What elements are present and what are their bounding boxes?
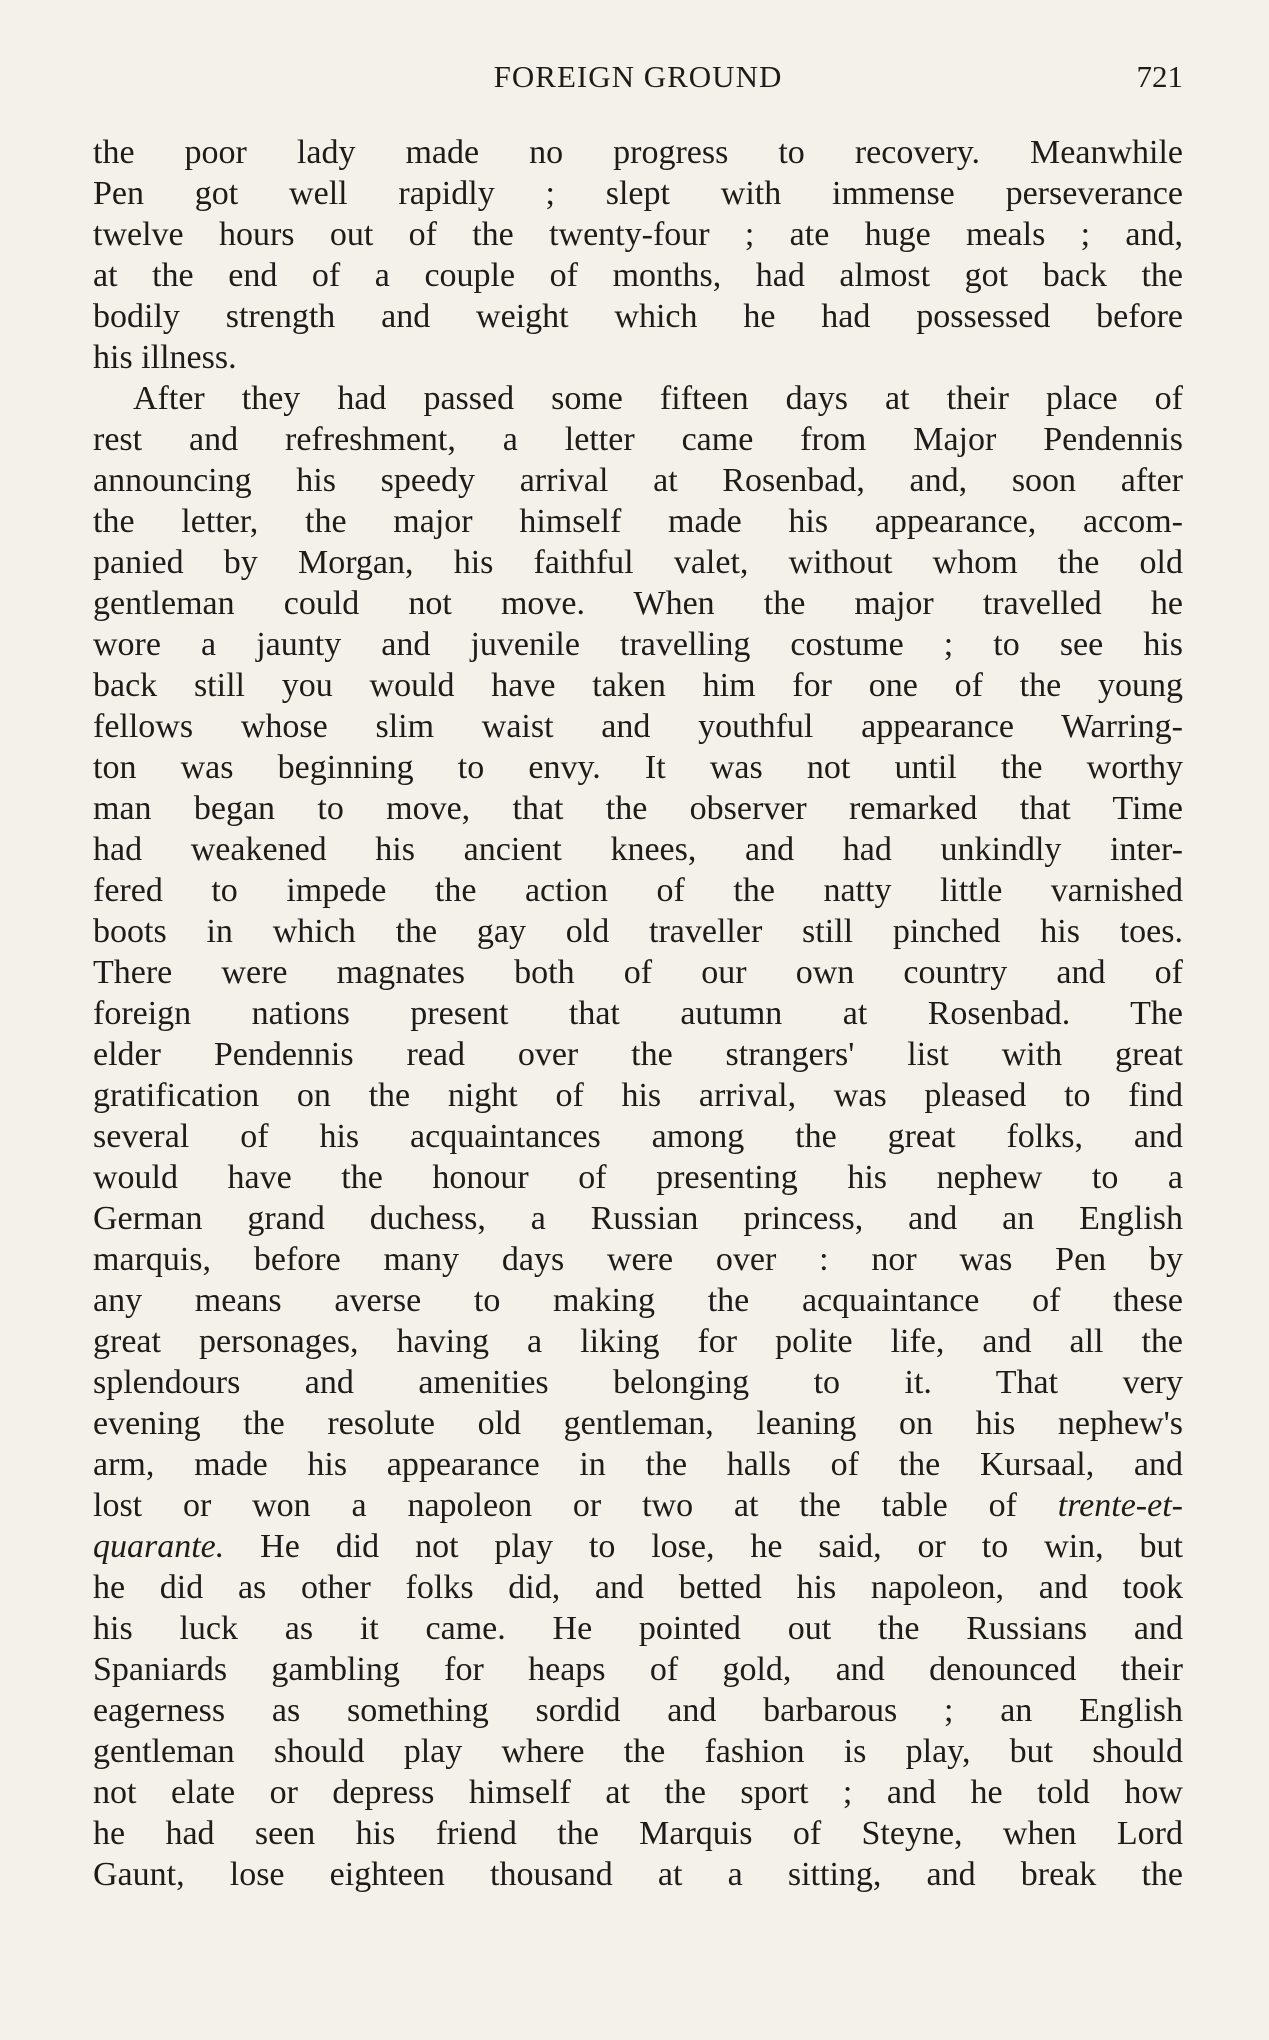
running-title: FOREIGN GROUND bbox=[493, 59, 783, 94]
text-line: bodily strength and weight which he had possessed before bbox=[93, 298, 1183, 335]
text-line: not elate or depress himself at the sport ; and he told how bbox=[93, 1774, 1183, 1811]
text-line: several of his acquaintances among the great folks, and bbox=[93, 1118, 1183, 1155]
text-line: There were magnates both of our own country and of bbox=[93, 954, 1183, 991]
text-line: had weakened his ancient knees, and had unkindly inter- bbox=[93, 831, 1183, 868]
text-line: the poor lady made no progress to recovery. Meanwhile bbox=[93, 134, 1183, 171]
text-line: man began to move, that the observer remarked that Time bbox=[93, 790, 1183, 827]
text-line: After they had passed some fifteen days at their place of bbox=[133, 380, 1183, 417]
text-line: at the end of a couple of months, had almost got back the bbox=[93, 257, 1183, 294]
text-line: his illness. bbox=[93, 339, 237, 376]
text-line: he did as other folks did, and betted his napoleon, and took bbox=[93, 1569, 1183, 1606]
text-line: rest and refreshment, a letter came from Major Pendennis bbox=[93, 421, 1183, 458]
text-line: wore a jaunty and juvenile travelling costume ; to see his bbox=[93, 626, 1183, 663]
text-line: panied by Morgan, his faithful valet, without whom the old bbox=[93, 544, 1183, 581]
text-line: announcing his speedy arrival at Rosenbad, and, soon after bbox=[93, 462, 1183, 499]
text-line: his luck as it came. He pointed out the Russians and bbox=[93, 1610, 1183, 1647]
text-line: lost or won a napoleon or two at the table of trente-et- bbox=[93, 1487, 1183, 1524]
text-line: boots in which the gay old traveller still pinched his toes. bbox=[93, 913, 1183, 950]
text-line: arm, made his appearance in the halls of the Kursaal, and bbox=[93, 1446, 1183, 1483]
text-line: quarante. He did not play to lose, he said, or to win, but bbox=[93, 1528, 1183, 1565]
text-line: any means averse to making the acquaintance of these bbox=[93, 1282, 1183, 1319]
text-line: gratification on the night of his arrival, was pleased to find bbox=[93, 1077, 1183, 1114]
text-line: the letter, the major himself made his appearance, accom- bbox=[93, 503, 1183, 540]
text-line: gentleman could not move. When the major travelled he bbox=[93, 585, 1183, 622]
text-line: elder Pendennis read over the strangers' list with great bbox=[93, 1036, 1183, 1073]
text-line: Spaniards gambling for heaps of gold, and denounced their bbox=[93, 1651, 1183, 1688]
page-number: 721 bbox=[1136, 59, 1183, 94]
text-line: Gaunt, lose eighteen thousand at a sitting, and break the bbox=[93, 1856, 1183, 1893]
text-line: splendours and amenities belonging to it. That very bbox=[93, 1364, 1183, 1401]
text-line: great personages, having a liking for polite life, and all the bbox=[93, 1323, 1183, 1360]
text-line: eagerness as something sordid and barbarous ; an English bbox=[93, 1692, 1183, 1729]
text-line: marquis, before many days were over : nor was Pen by bbox=[93, 1241, 1183, 1278]
text-line: twelve hours out of the twenty-four ; ate huge meals ; and, bbox=[93, 216, 1183, 253]
text-line: he had seen his friend the Marquis of Steyne, when Lord bbox=[93, 1815, 1183, 1852]
text-line: would have the honour of presenting his nephew to a bbox=[93, 1159, 1183, 1196]
body-text bbox=[93, 132, 1183, 1895]
running-head bbox=[93, 52, 1183, 102]
text-line: ton was beginning to envy. It was not until the worthy bbox=[93, 749, 1183, 786]
text-line: foreign nations present that autumn at Rosenbad. The bbox=[93, 995, 1183, 1032]
text-line: German grand duchess, a Russian princess, and an English bbox=[93, 1200, 1183, 1237]
text-line: evening the resolute old gentleman, leaning on his nephew's bbox=[93, 1405, 1183, 1442]
text-line: Pen got well rapidly ; slept with immense perseverance bbox=[93, 175, 1183, 212]
text-line: gentleman should play where the fashion is play, but should bbox=[93, 1733, 1183, 1770]
text-line: fellows whose slim waist and youthful appearance Warring- bbox=[93, 708, 1183, 745]
text-line: fered to impede the action of the natty little varnished bbox=[93, 872, 1183, 909]
text-line: back still you would have taken him for one of the young bbox=[93, 667, 1183, 704]
